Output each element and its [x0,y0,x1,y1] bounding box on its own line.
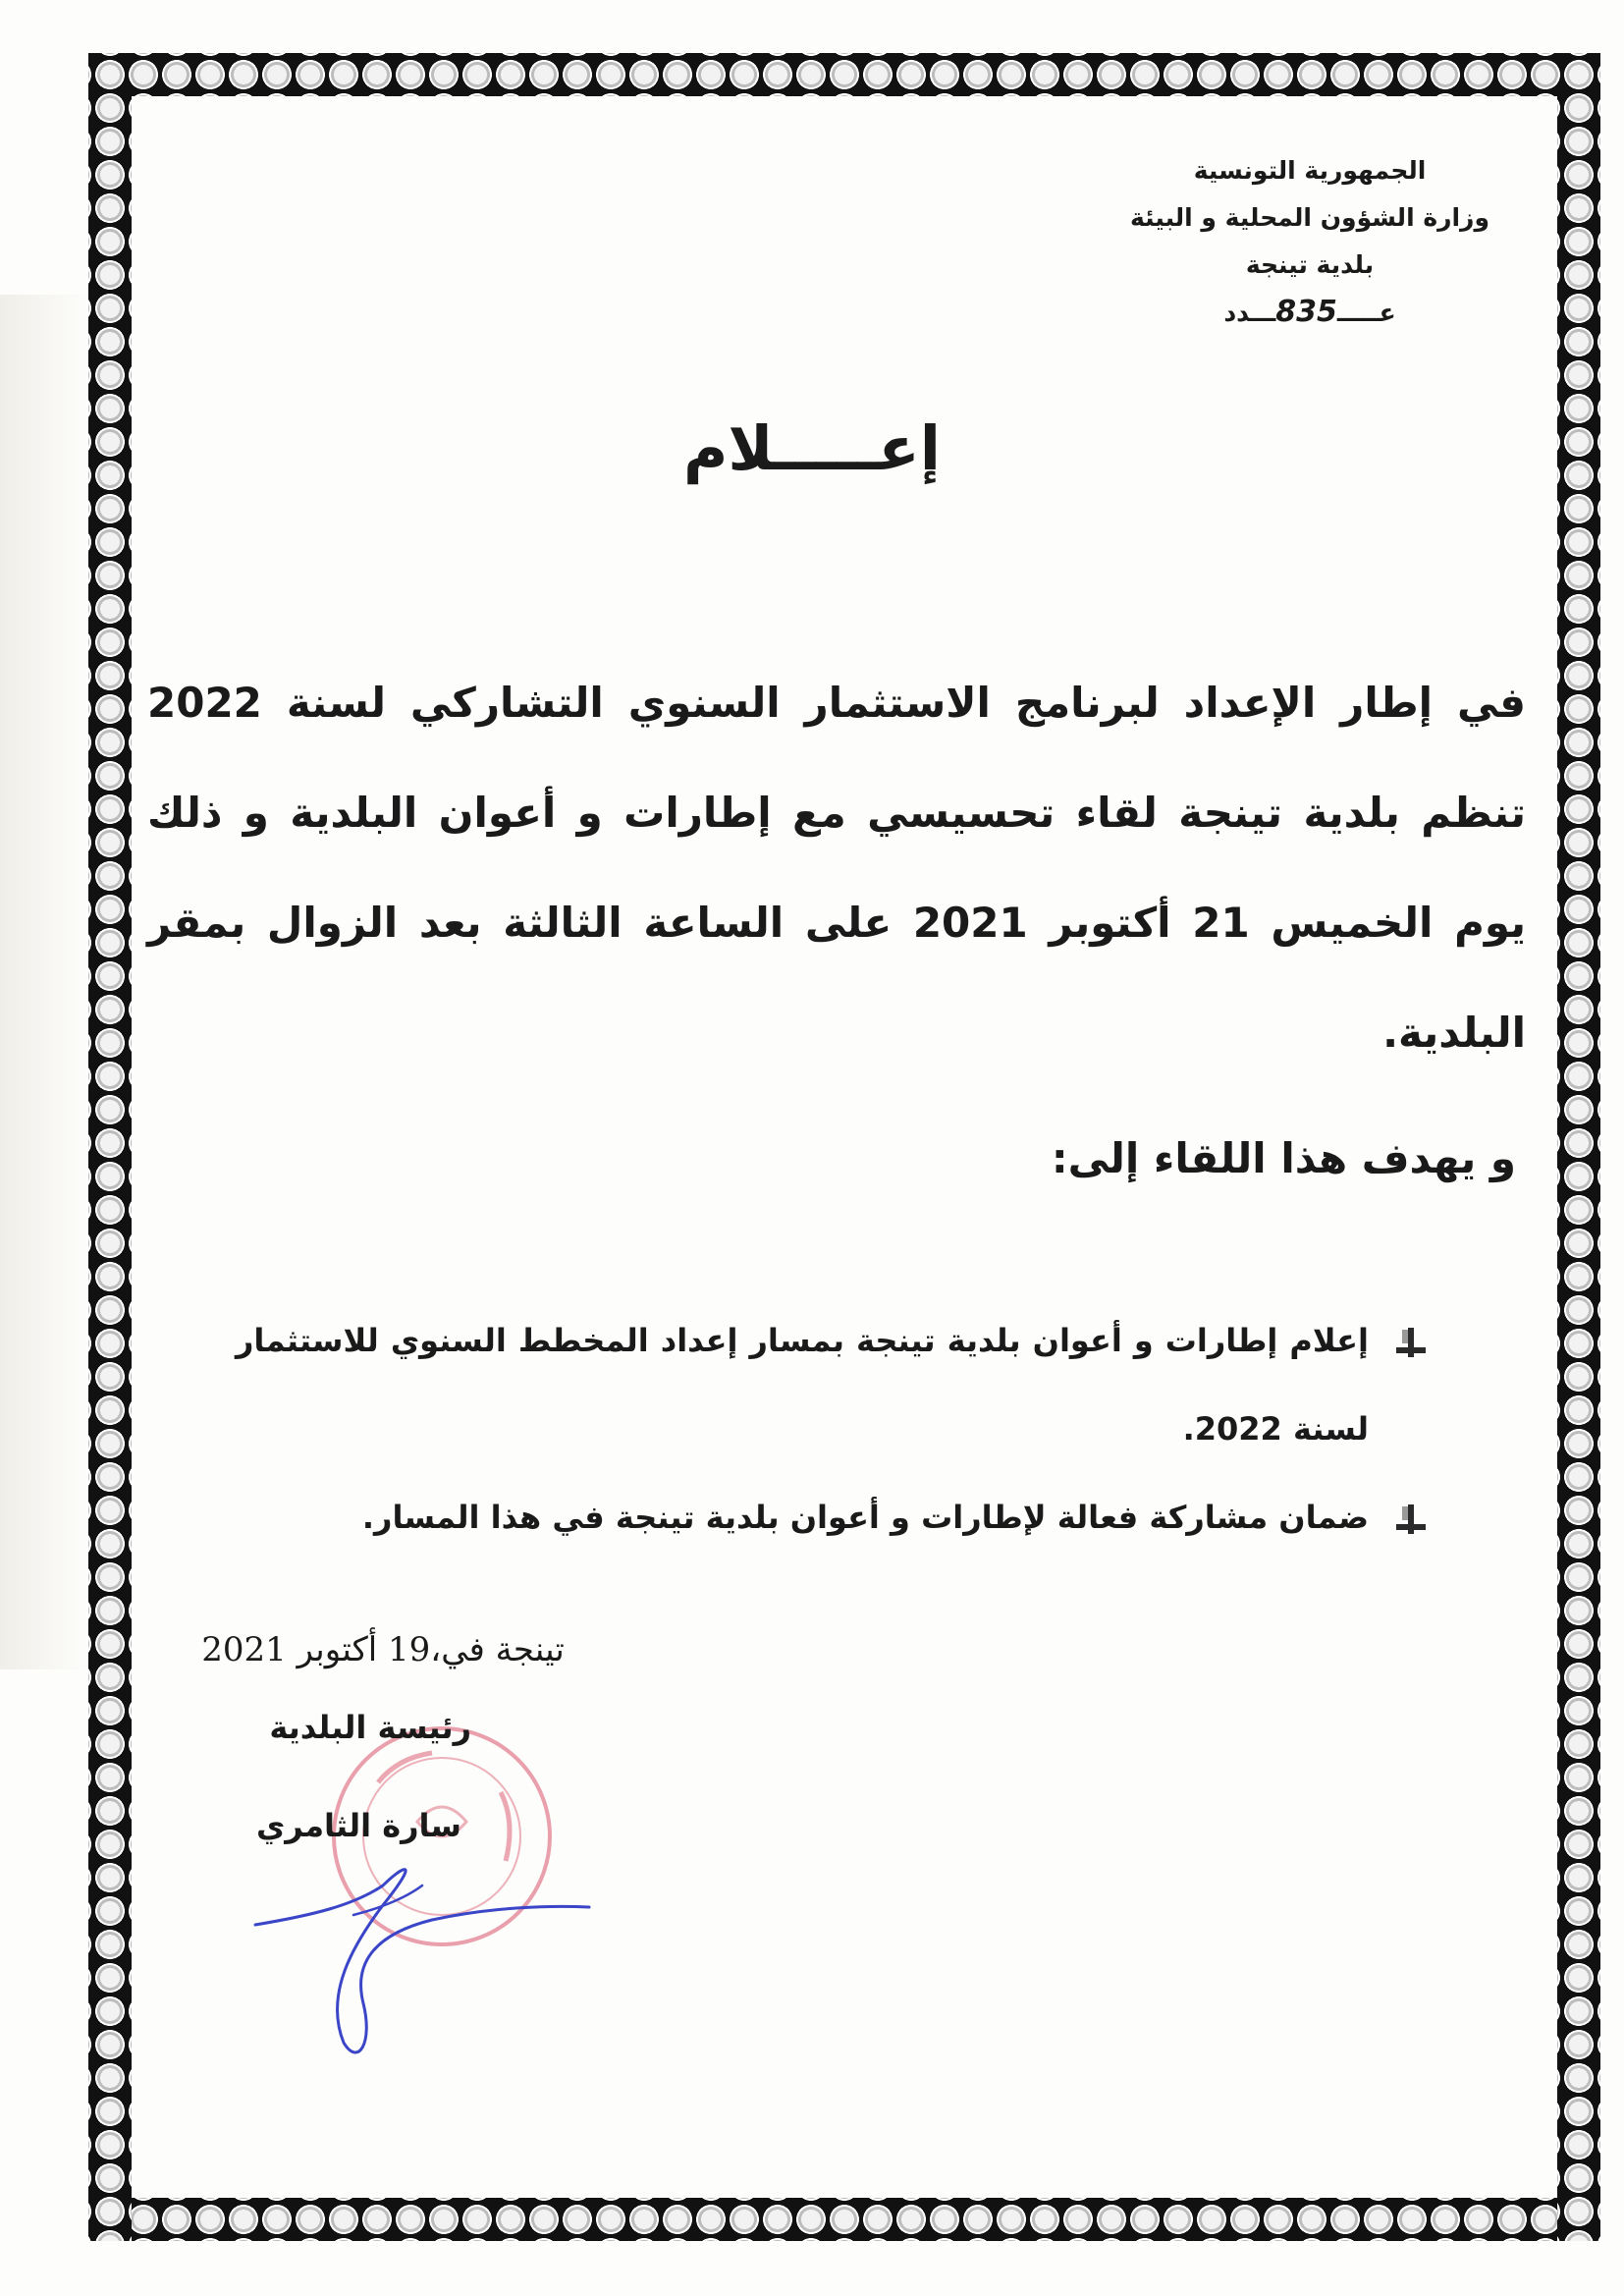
list-item-text: إعلام إطارات و أعوان بلدية تينجة بمسار إعداد المخطط السنوي للاستثمار لسنة 2022. [236,1322,1369,1448]
scan-shadow [0,295,88,1669]
reference-value: 835 [1275,295,1337,329]
republic-name: الجمهورية التونسية [1193,156,1427,185]
document-title: إعـــــلام [682,412,942,484]
reference-label-start: عـــــ [1336,299,1396,327]
reference-number [1094,289,1526,337]
objectives-list [236,1296,1428,1561]
letterhead [1094,147,1526,337]
bullet-marker-icon [1394,1326,1428,1359]
ministry-name: وزارة الشؤون المحلية و البيئة [1130,203,1489,232]
signatory-title: رئيسة البلدية [269,1709,471,1746]
municipality-name: بلدية تينجة [1245,250,1375,279]
list-item-text: ضمان مشاركة فعالة لإطارات و أعوان بلدية تينجة في هذا المسار. [361,1499,1369,1536]
list-item [236,1296,1428,1473]
announcement-paragraph: في إطار الإعداد لبرنامج الاستثمار السنوي التشاركي لسنة 2022 تنظم بلدية تينجة لقاء تحسيسي مع إطارات و أعوان البلدية و ذلك يوم الخميس 21 أكتوبر 2021 على الساعة الثالثة بعد الزوال بمقر البلدية. [147,679,1526,1057]
bullet-marker-icon [1394,1503,1428,1536]
objectives-intro: و يهدف هذا اللقاء إلى: [1051,1134,1516,1182]
handwritten-signature [236,1846,599,2072]
decorative-border-right [1557,53,1600,2241]
decorative-border-top [88,53,1600,96]
signature-date: تينجة في،19 أكتوبر 2021 [201,1630,565,1669]
decorative-border-left [88,53,132,2241]
reference-label-end: ـــدد [1223,299,1276,327]
list-item [236,1473,1428,1561]
decorative-border-bottom [88,2198,1600,2241]
signatory-name: سارة الثامري [255,1807,461,1844]
